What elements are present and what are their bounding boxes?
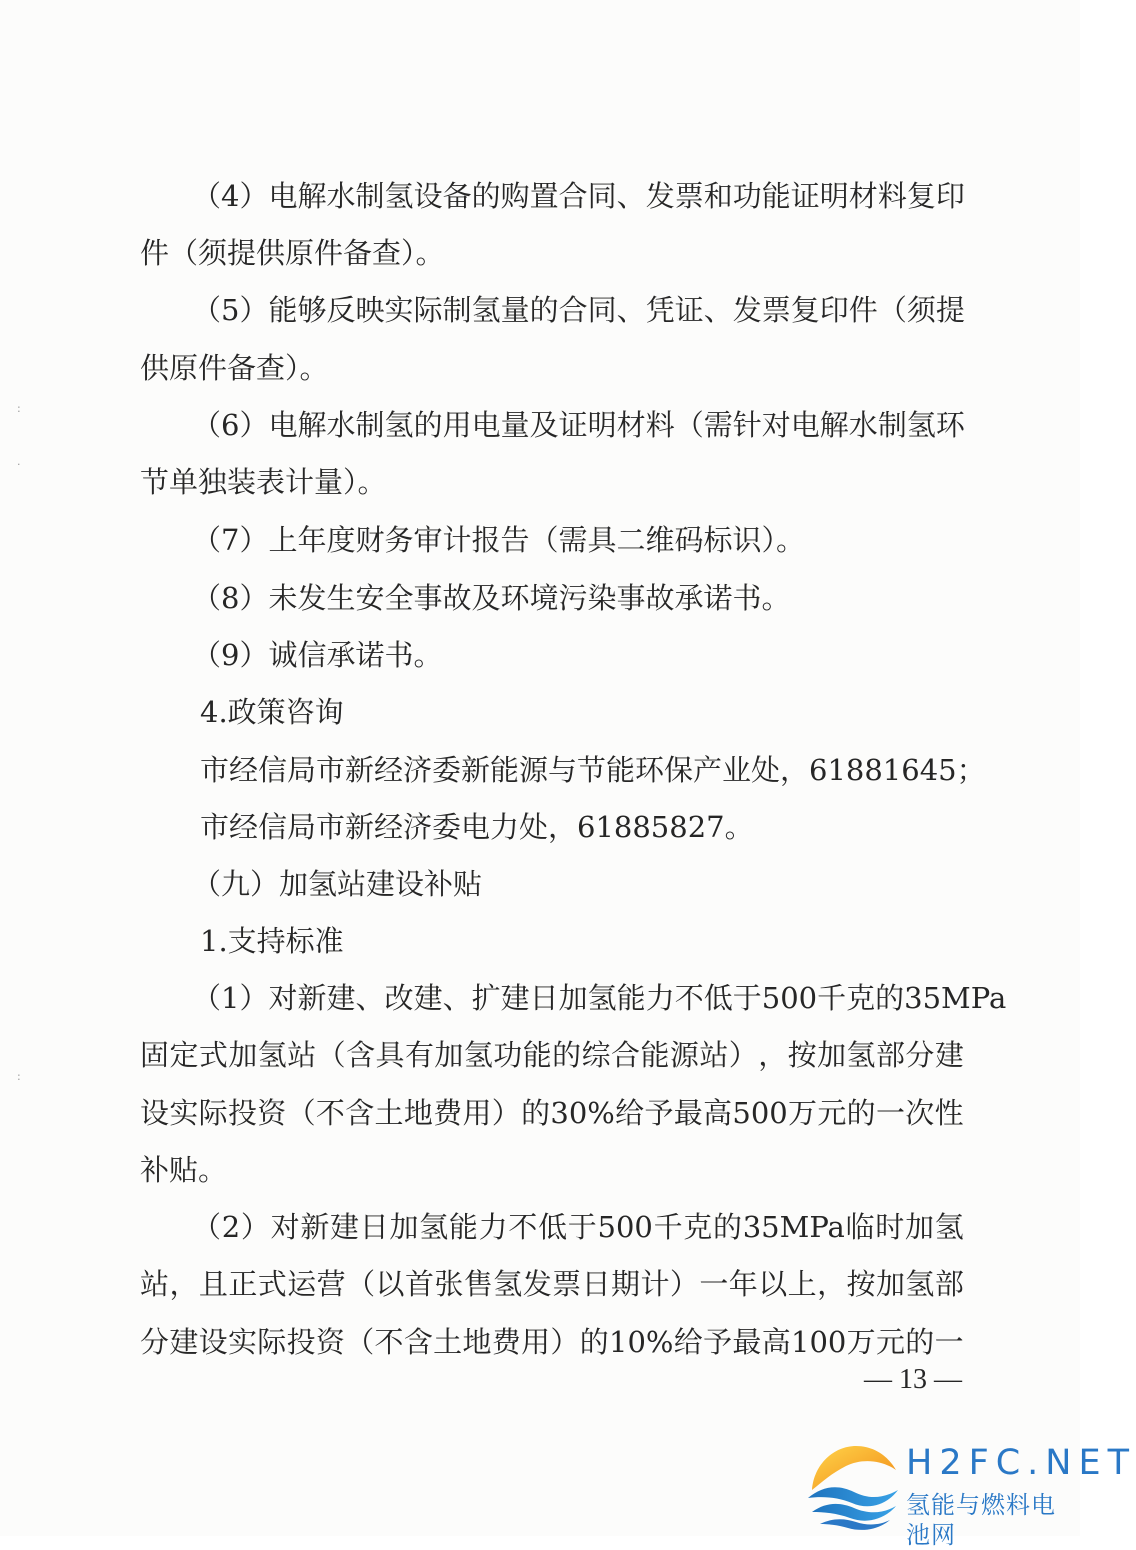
text-line-3: （ 5 ） 能 够 反 映 实 际 制 氢 量 的 合 同 、 凭 证 、 发 票 复 印 件 （ 须 提 [192,293,965,327]
text-line-18: 补贴。 [140,1153,228,1187]
contact-line-2: 市经信局市新经济委电力处，61885827。 [200,810,754,844]
page-number: — 13 — [864,1364,962,1395]
section-heading-station-subsidy: （九）加氢站建设补贴 [192,867,483,901]
text-line-2: 件（须提供原件备查）。 [140,236,445,270]
text-line-19: （ 2 ） 对 新 建 日 加 氢 能 力 不 低 于 500 千 克 的 35MPa 临 时 加 氢 [192,1210,964,1244]
margin-mark-1: : [17,402,21,415]
margin-mark-3: : [17,1070,21,1083]
h2fc-watermark [804,1432,1136,1549]
text-line-7: （7）上年度财务审计报告（需具二维码标识）。 [192,523,805,557]
text-line-6: 节单独装表计量）。 [140,465,387,499]
text-line-15: （ 1 ） 对 新 建 、 改 建 、 扩 建 日 加 氢 能 力 不 低 于 500 千 克 的 35MPa [192,981,1007,1015]
margin-mark-2: · [17,458,21,471]
text-line-5: （ 6 ） 电 解 水 制 氢 的 用 电 量 及 证 明 材 料 （ 需 针 对 电 解 水 制 氢 环 [192,408,965,442]
watermark-title: H2FC.NET [906,1443,1136,1483]
section-heading-policy-consultation: 4.政策咨询 [200,695,344,729]
contact-line-1: 市经信局市新经济委新能源与节能环保产业处，61881645； [200,753,986,787]
text-line-1: （ 4 ） 电 解 水 制 氢 设 备 的 购 置 合 同 、 发 票 和 功 能 证 明 材 料 复 印 [192,179,965,213]
text-line-21: 分 建 设 实 际 投 资 （ 不 含 土 地 费 用 ） 的 10% 给 予 最 高 100 万 元 的 一 [140,1325,964,1359]
watermark-subtitle: 氢能与燃料电池网 [906,1491,1056,1549]
h2fc-logo-icon [804,1436,904,1532]
text-line-16: 固 定 式 加 氢 站 （ 含 具 有 加 氢 功 能 的 综 合 能 源 站 ） ， 按 加 氢 部 分 建 [140,1038,964,1072]
text-line-17: 设 实 际 投 资 （ 不 含 土 地 费 用 ） 的 30% 给 予 最 高 500 万 元 的 一 次 性 [140,1096,964,1130]
text-line-4: 供原件备查）。 [140,351,329,385]
section-subheading-support-standard: 1.支持标准 [200,924,344,958]
text-line-8: （8）未发生安全事故及环境污染事故承诺书。 [192,581,791,615]
text-line-9: （9）诚信承诺书。 [192,638,443,672]
text-line-20: 站 ， 且 正 式 运 营 （ 以 首 张 售 氢 发 票 日 期 计 ） 一 年 以 上 ， 按 加 氢 部 [140,1267,964,1301]
